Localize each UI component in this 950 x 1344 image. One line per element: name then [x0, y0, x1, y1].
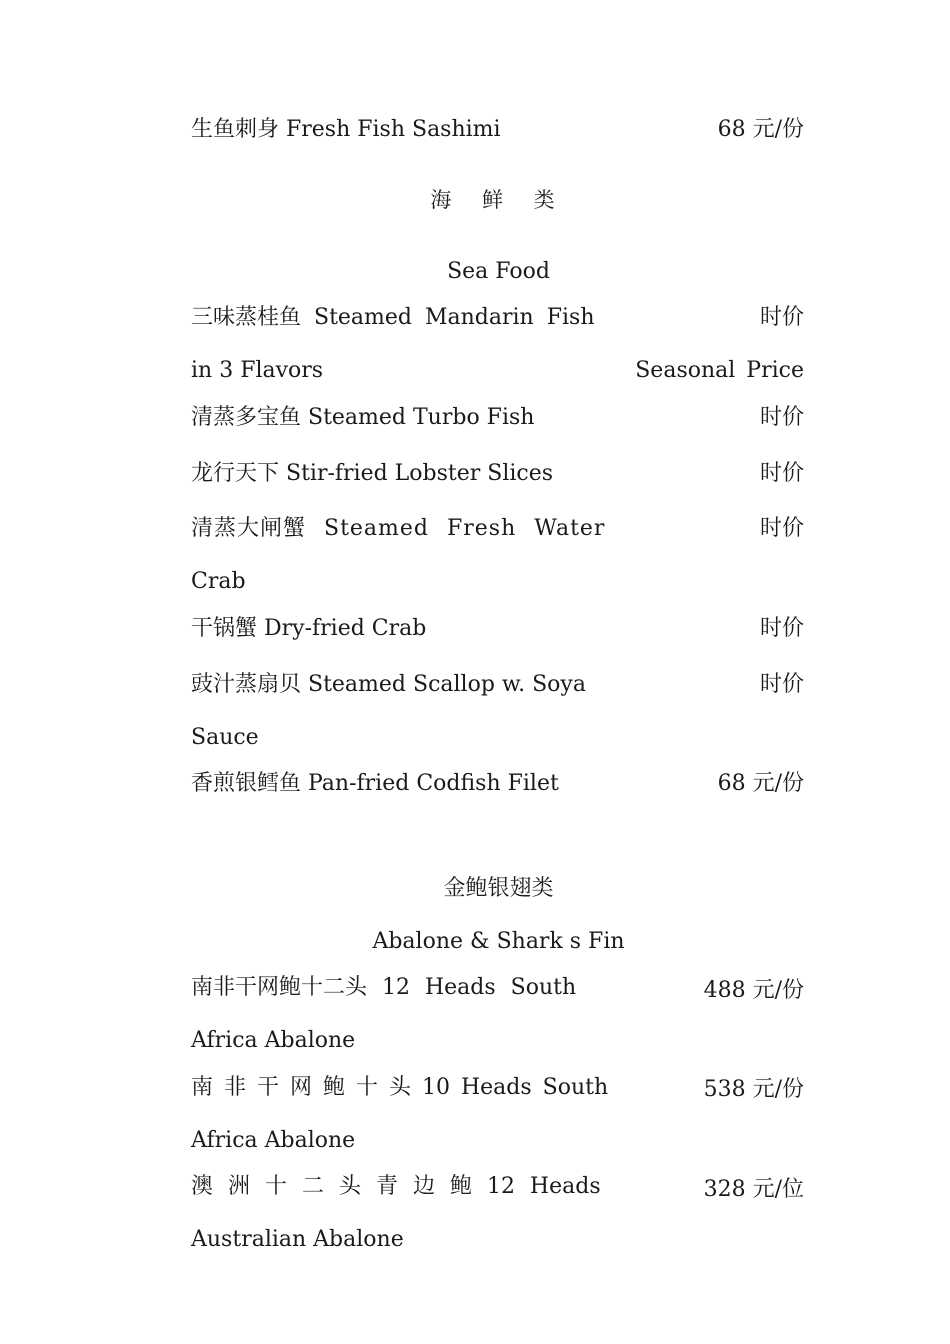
- menu-item-name: 龙行天下 Stir-fried Lobster Slices: [191, 461, 554, 486]
- section-heading-cn: 海 鲜 类: [430, 188, 567, 212]
- menu-item-price: 68 元/份: [717, 117, 804, 142]
- menu-item-name-cont: Africa Abalone: [191, 1028, 356, 1053]
- menu-item-name-cont: in 3 Flavors: [191, 358, 324, 383]
- menu-item-name: 清蒸多宝鱼 Steamed Turbo Fish: [191, 405, 535, 430]
- menu-item-name: 三味蒸桂鱼 Steamed Mandarin Fish: [191, 305, 595, 330]
- menu-item-price: 538 元/份: [703, 1077, 804, 1102]
- menu-item-name: 清蒸大闸蟹 Steamed Fresh Water: [191, 516, 606, 541]
- menu-item-price: 时价: [759, 405, 804, 430]
- section-heading-cn: 金鲍银翅类: [443, 876, 554, 901]
- menu-item-name: 南 非 干 网 鲍 十 头 10 Heads South: [191, 1075, 609, 1100]
- menu-item-name-cont: Sauce: [191, 725, 259, 750]
- section-heading-en: Abalone & Shark s Fin: [372, 929, 625, 954]
- menu-item-name: 香煎银鳕鱼 Pan-fried Codfish Filet: [191, 771, 559, 796]
- menu-item-price: 488 元/份: [703, 978, 804, 1003]
- menu-item-name-cont: Africa Abalone: [191, 1128, 356, 1153]
- menu-item-price: 时价: [759, 672, 804, 697]
- menu-item-price: 时价: [759, 616, 804, 641]
- menu-item-name: 澳 洲 十 二 头 青 边 鲍 12 Heads: [191, 1174, 601, 1199]
- section-heading-en: Sea Food: [447, 259, 550, 284]
- menu-item-name: 豉汁蒸扇贝 Steamed Scallop w. Soya: [191, 672, 586, 697]
- menu-item-name: 干锅蟹 Dry-fried Crab: [191, 616, 427, 641]
- menu-item-price: 时价: [759, 516, 804, 541]
- menu-item-name-cont: Australian Abalone: [191, 1227, 404, 1252]
- menu-item-price: 时价: [759, 461, 804, 486]
- menu-item-name: 南非干网鲍十二头 12 Heads South: [191, 975, 577, 1000]
- menu-item-name: 生鱼刺身 Fresh Fish Sashimi: [191, 117, 501, 142]
- menu-item-price: 时价: [759, 305, 804, 330]
- menu-item-price-note: Seasonal Price: [635, 358, 804, 383]
- menu-item-price: 328 元/位: [703, 1177, 804, 1202]
- menu-item-name-cont: Crab: [191, 569, 246, 594]
- menu-item-price: 68 元/份: [717, 771, 804, 796]
